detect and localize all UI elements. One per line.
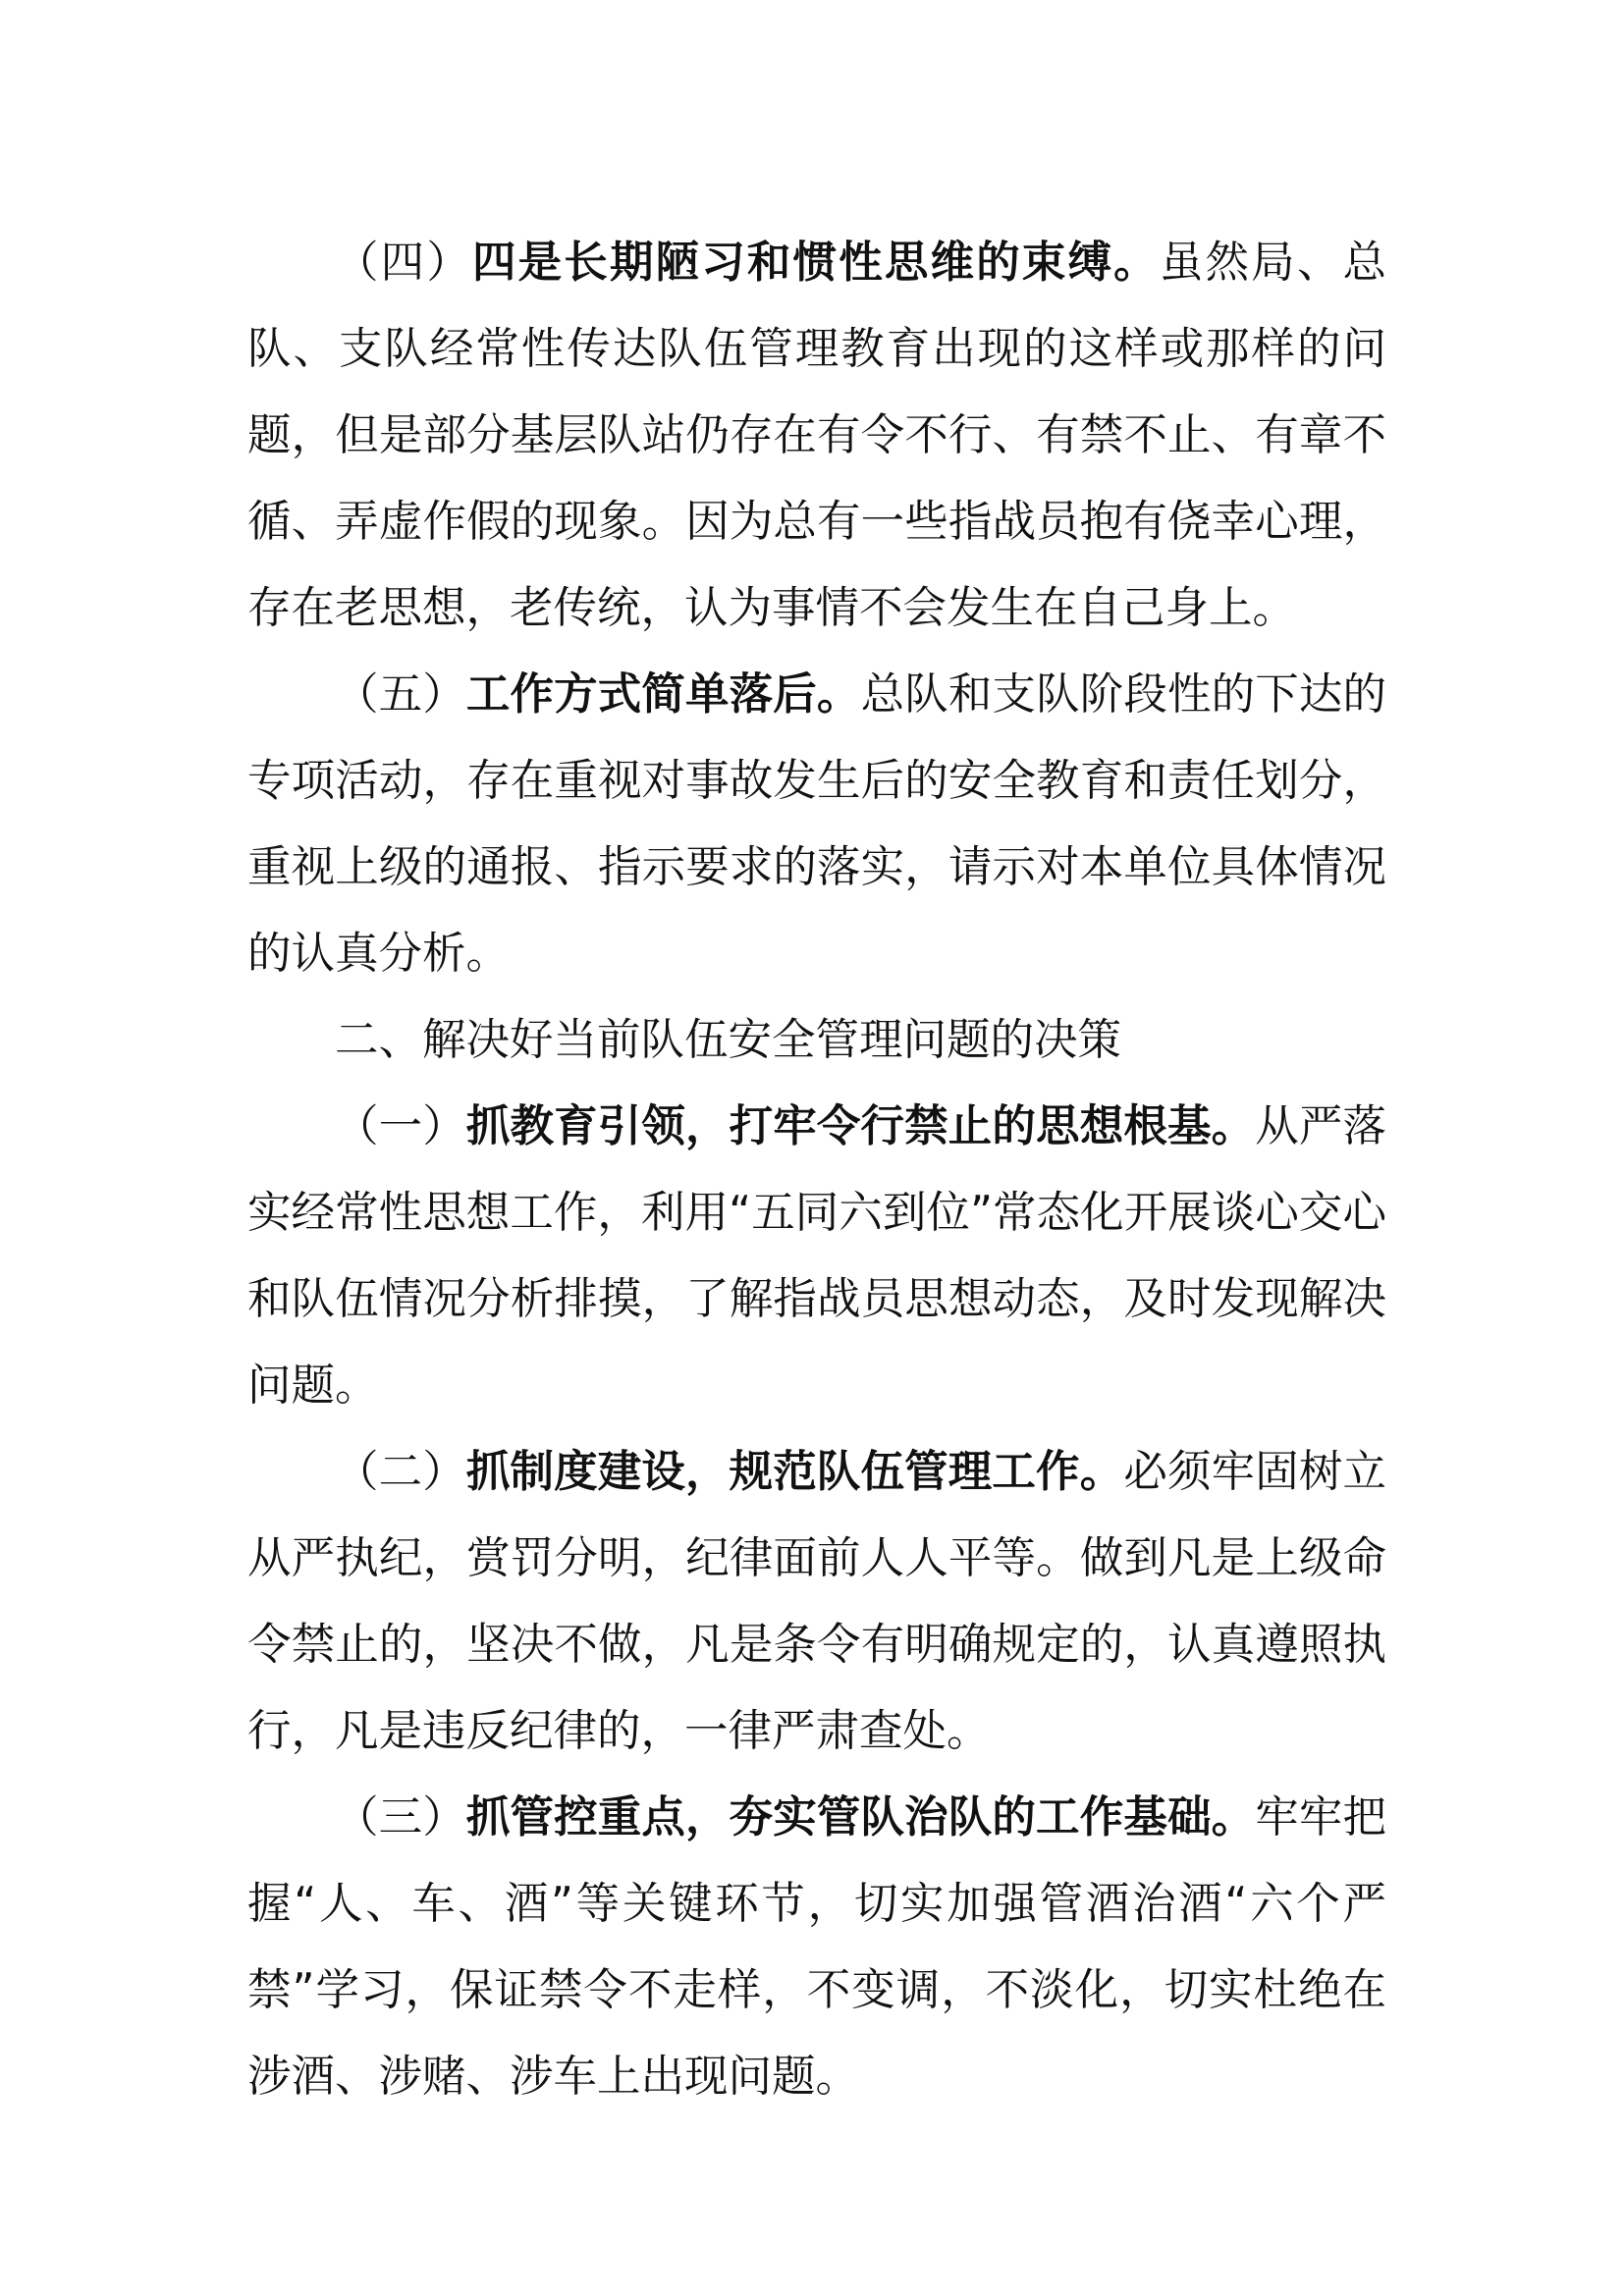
paragraph-lead: 四是长期陋习和惯性思维的束缚。 xyxy=(471,238,1160,288)
section-heading: 二、解决好当前队伍安全管理问题的决策 xyxy=(335,1015,1122,1065)
measure-1 xyxy=(247,1084,1386,1429)
paragraph-lead: 抓管控重点，夯实管队治队的工作基础。 xyxy=(465,1792,1256,1842)
paragraph-marker: （二） xyxy=(335,1447,466,1497)
measure-2 xyxy=(247,1429,1386,1775)
document-page xyxy=(247,220,1386,2120)
paragraph-marker: （四） xyxy=(335,238,472,288)
paragraph-4 xyxy=(247,220,1386,652)
paragraph-body: 总队和支队阶段性的下达的专项活动，存在重视对事故发生后的安全教育和责任划分，重视上级的通报、指示要求的落实，请示对本单位具体情况的认真分析。 xyxy=(247,669,1386,979)
paragraph-body: 从严落实经常性思想工作，利用“五同六到位”常态化开展谈心交心和队伍情况分析排摸，了解指战员思想动态，及时发现解决问题。 xyxy=(247,1101,1386,1411)
paragraph-5 xyxy=(247,652,1386,997)
paragraph-body: 必须牢固树立从严执纪，赏罚分明，纪律面前人人平等。做到凡是上级命令禁止的，坚决不做，凡是条令有明确规定的，认真遵照执行，凡是违反纪律的，一律严肃查处。 xyxy=(247,1447,1386,1756)
paragraph-marker: （三） xyxy=(335,1792,466,1842)
paragraph-lead: 抓制度建设，规范队伍管理工作。 xyxy=(465,1447,1124,1497)
paragraph-lead: 工作方式简单落后。 xyxy=(465,669,861,720)
paragraph-marker: （一） xyxy=(335,1101,466,1151)
paragraph-marker: （五） xyxy=(335,669,466,720)
measure-3 xyxy=(247,1775,1386,2120)
paragraph-body: 牢牢把握“人、车、酒”等关键环节，切实加强管酒治酒“六个严禁”学习，保证禁令不走样，不变调，不淡化，切实杜绝在涉酒、涉赌、涉车上出现问题。 xyxy=(247,1792,1386,2102)
paragraph-body: 虽然局、总队、支队经常性传达队伍管理教育出现的这样或那样的问题，但是部分基层队站仍存在有令不行、有禁不止、有章不循、弄虚作假的现象。因为总有一些指战员抱有侥幸心理，存在老思想，老传统，认为事情不会发生在自己身上。 xyxy=(247,238,1386,633)
paragraph-lead: 抓教育引领，打牢令行禁止的思想根基。 xyxy=(465,1101,1256,1151)
